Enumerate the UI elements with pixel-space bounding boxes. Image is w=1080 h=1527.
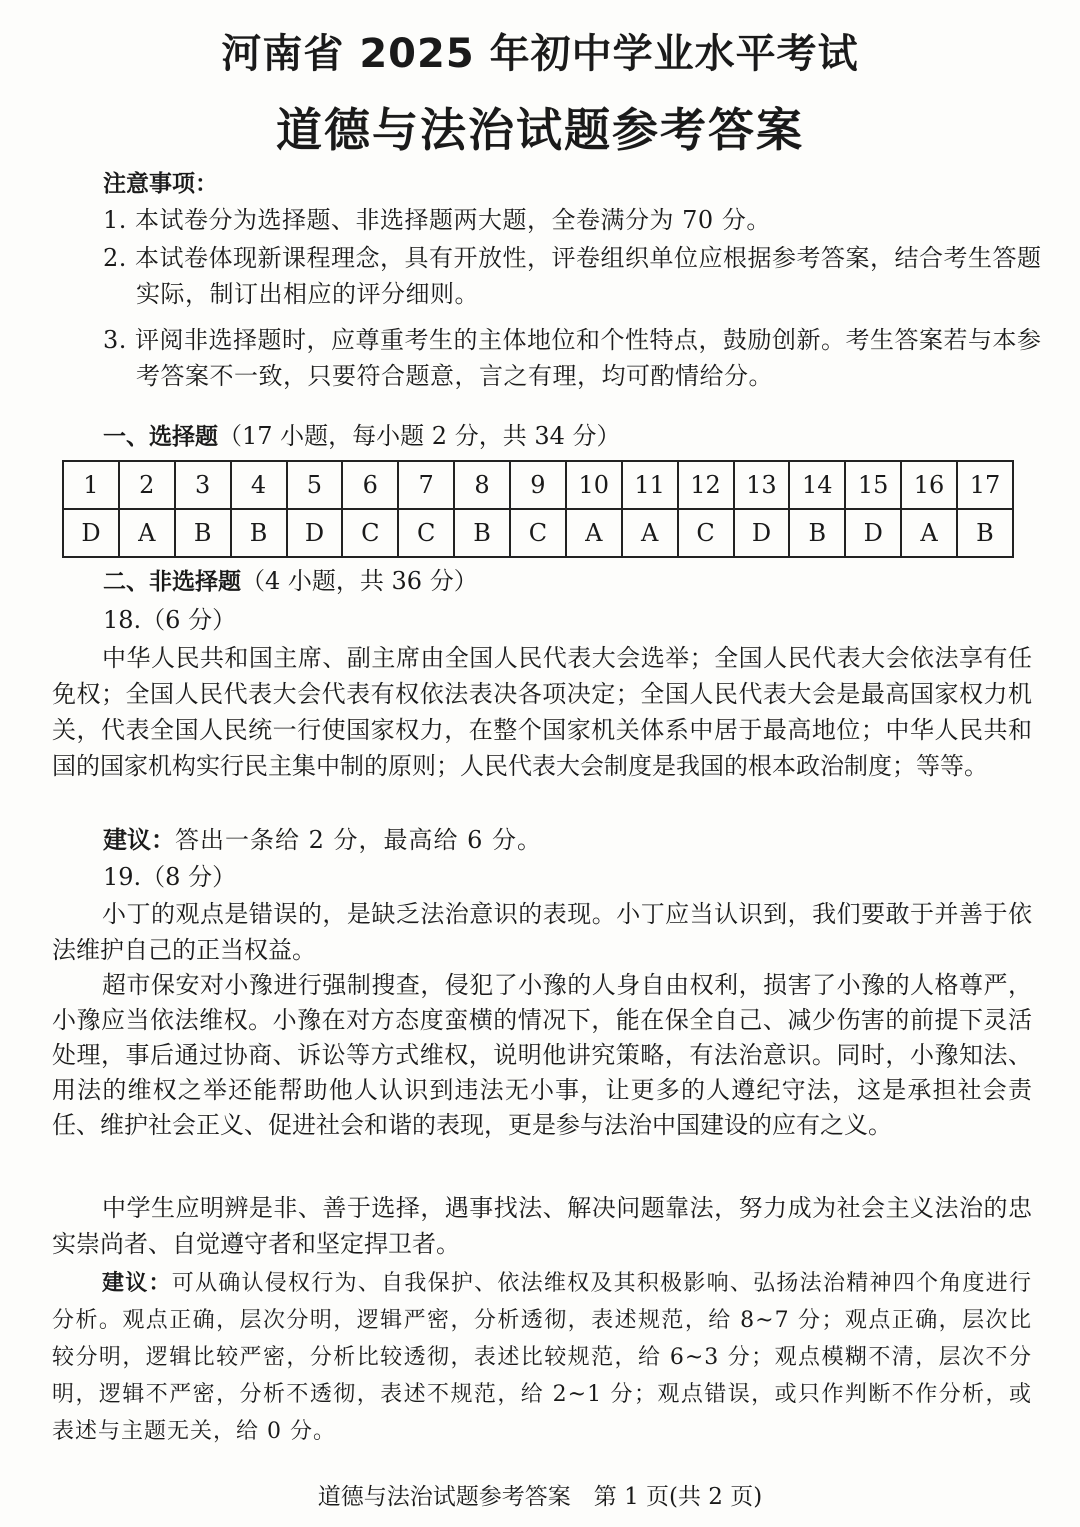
section1-title: 一、选择题 [103, 424, 218, 450]
q19-suggestion-text: 可从确认侵权行为、自我保护、依法维权及其积极影响、弘扬法治精神四个角度进行分析。观点正确，层次分明，逻辑严密，分析透彻，表述规范，给 8~7 分；观点正确，层次比较分明，逻辑比较严密，分析比较透彻，表述比较规范，给 6~3 分；观点模糊不清，层次不分明，逻辑不严密，分析不透彻，表述不规范，给 2~1 分；观点错误，或只作判断不作分析，或表述与主题无关，给 0 分。 [52, 1271, 1032, 1444]
answer-cell: C [510, 509, 566, 557]
answer-cell: D [734, 509, 790, 557]
answer-cell: C [678, 509, 734, 557]
answer-cell: A [566, 509, 622, 557]
question-number-cell: 17 [957, 461, 1013, 509]
q18-answer: 中华人民共和国主席、副主席由全国人民代表大会选举；全国人民代表大会依法享有任免权；全国人民代表大会代表有权依法表决各项决定；全国人民代表大会是最高国家权力机关，代表全国人民统一行使国家权力，在整个国家机关体系中居于最高地位；中华人民共和国的国家机构实行民主集中制的原则；人民代表大会制度是我国的根本政治制度；等等。 [52, 644, 1032, 780]
question-number-cell: 12 [678, 461, 734, 509]
answer-cell: B [175, 509, 231, 557]
q18-suggestion-label: 建议： [103, 826, 175, 854]
q19-label: 19.（8 分） [103, 863, 237, 891]
answer-cell: D [845, 509, 901, 557]
answer-cell: B [789, 509, 845, 557]
note-item-2: 2. 本试卷体现新课程理念，具有开放性，评卷组织单位应根据参考答案，结合考生答题实际，制订出相应的评分细则。 [103, 244, 1042, 308]
note-item-1: 1. 本试卷分为选择题、非选择题两大题，全卷满分为 70 分。 [103, 206, 771, 234]
answer-table [62, 460, 1014, 558]
question-number-cell: 2 [119, 461, 175, 509]
q19-suggestion [52, 1265, 1032, 1450]
answer-cell: B [231, 509, 287, 557]
answer-cell: A [901, 509, 957, 557]
answer-cell: C [342, 509, 398, 557]
q19-suggestion-label: 建议： [102, 1271, 172, 1296]
section2-heading [103, 563, 803, 600]
question-number-cell: 7 [398, 461, 454, 509]
notes-heading: 注意事项： [103, 171, 218, 197]
question-number-cell: 4 [231, 461, 287, 509]
answer-cell: B [454, 509, 510, 557]
answer-cell: A [119, 509, 175, 557]
question-number-cell: 5 [287, 461, 343, 509]
answer-cell: B [957, 509, 1013, 557]
answer-cell: D [63, 509, 119, 557]
answer-cell: A [622, 509, 678, 557]
page-title-line2: 道德与法治试题参考答案 [276, 103, 804, 157]
question-number-cell: 15 [845, 461, 901, 509]
q18-suggestion [103, 822, 1003, 858]
question-number-cell: 8 [454, 461, 510, 509]
page-title-line1: 河南省 2025 年初中学业水平考试 [221, 31, 859, 77]
answer-cell: D [287, 509, 343, 557]
question-number-cell: 3 [175, 461, 231, 509]
q19-paragraph-1: 小丁的观点是错误的，是缺乏法治意识的表现。小丁应当认识到，我们要敢于并善于依法维护自己的正当权益。 [52, 900, 1032, 964]
question-number-cell: 13 [734, 461, 790, 509]
question-number-cell: 14 [789, 461, 845, 509]
section1-heading [103, 418, 803, 455]
question-number-cell: 6 [342, 461, 398, 509]
question-number-cell: 1 [63, 461, 119, 509]
question-number-cell: 16 [901, 461, 957, 509]
section1-note: （17 小题，每小题 2 分，共 34 分） [218, 422, 621, 450]
q18-suggestion-text: 答出一条给 2 分，最高给 6 分。 [175, 826, 543, 854]
question-number-cell: 10 [566, 461, 622, 509]
page-footer: 道德与法治试题参考答案 第 1 页(共 2 页) [317, 1484, 763, 1510]
note-item-3: 3. 评阅非选择题时，应尊重考生的主体地位和个性特点，鼓励创新。考生答案若与本参考答案不一致，只要符合题意，言之有理，均可酌情给分。 [103, 326, 1042, 390]
answer-cell: C [398, 509, 454, 557]
answer-table-answer-row [63, 509, 1013, 557]
answer-table-number-row [63, 461, 1013, 509]
q19-paragraph-2: 超市保安对小豫进行强制搜查，侵犯了小豫的人身自由权利，损害了小豫的人格尊严，小豫应当依法维权。小豫在对方态度蛮横的情况下，能在保全自己、减少伤害的前提下灵活处理，事后通过协商、诉讼等方式维权，说明他讲究策略，有法治意识。同时，小豫知法、用法的维权之举还能帮助他人认识到违法无小事，让更多的人遵纪守法，这是承担社会责任、维护社会正义、促进社会和谐的表现，更是参与法治中国建设的应有之义。 [52, 971, 1032, 1139]
q18-label: 18.（6 分） [103, 606, 237, 634]
question-number-cell: 9 [510, 461, 566, 509]
q19-paragraph-3: 中学生应明辨是非、善于选择，遇事找法、解决问题靠法，努力成为社会主义法治的忠实崇尚者、自觉遵守者和坚定捍卫者。 [52, 1194, 1032, 1258]
section2-title: 二、非选择题 [103, 569, 241, 595]
question-number-cell: 11 [622, 461, 678, 509]
section2-note: （4 小题，共 36 分） [241, 567, 478, 595]
